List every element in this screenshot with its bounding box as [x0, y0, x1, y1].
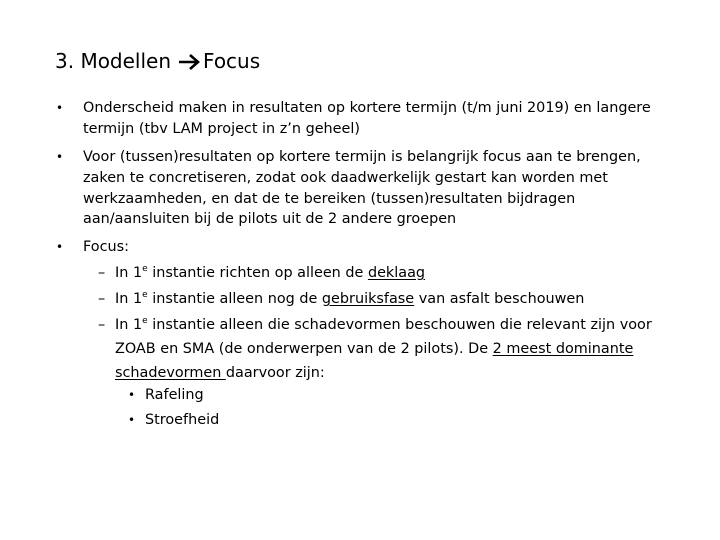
list-item-line: werkzaamheden, en dat de te bereiken (tussen)resultaten bijdragen: [83, 190, 576, 207]
underlined-term: gebruiksfase: [321, 291, 415, 307]
bullet-marker: •: [56, 101, 64, 115]
sub-list-item: [115, 287, 685, 311]
sub-sub-item: Rafeling: [145, 387, 204, 403]
list-item-line: aan/aansluiten bij de pilots uit de 2 andere groepen: [83, 211, 457, 228]
bullet-marker: •: [56, 240, 64, 254]
sub-list-item: [115, 313, 685, 385]
list-item: [83, 237, 683, 258]
title-suffix: Focus: [203, 49, 261, 73]
page-title: [55, 47, 260, 78]
title-prefix: 3. Modellen: [55, 49, 172, 73]
sub-text: van asfalt beschouwen: [414, 291, 585, 307]
bullet-marker: •: [128, 388, 136, 402]
sub-text: In 1: [115, 265, 143, 281]
list-item-line: Voor (tussen)resultaten op kortere termijn is belangrijk focus aan te brengen,: [83, 149, 641, 165]
sub-text: In 1: [115, 317, 143, 333]
underlined-term: schadevormen: [115, 365, 226, 381]
dash-marker: –: [98, 317, 106, 333]
sub-text: instantie alleen nog de: [147, 291, 322, 307]
sub-text: instantie richten op alleen de: [147, 265, 368, 281]
list-item-line: Focus:: [83, 239, 129, 255]
sub-text: ZOAB en SMA (de onderwerpen van de 2 pilots). De: [115, 341, 493, 357]
sub-list-item: [115, 261, 685, 285]
dash-marker: –: [98, 265, 106, 281]
superscript: e: [142, 290, 148, 301]
list-item: [83, 98, 683, 140]
sub-text: daarvoor zijn:: [225, 365, 325, 381]
sub-text: In 1: [115, 291, 143, 307]
bullet-marker: •: [56, 150, 64, 164]
superscript: e: [142, 264, 148, 275]
right-arrow-icon: [177, 50, 201, 78]
list-item: [83, 147, 683, 230]
sub-sub-item: Stroefheid: [145, 412, 220, 428]
underlined-term: 2 meest dominante: [492, 341, 634, 357]
list-item-line: termijn (tbv LAM project in z’n geheel): [83, 120, 360, 137]
list-item-line: Onderscheid maken in resultaten op kortere termijn (t/m juni 2019) en langere: [83, 100, 651, 116]
dash-marker: –: [98, 291, 106, 307]
superscript: e: [142, 316, 148, 327]
underlined-term: deklaag: [367, 265, 426, 281]
list-item-line: zaken te concretiseren, zodat ook daadwerkelijk gestart kan worden met: [83, 169, 608, 186]
bullet-marker: •: [128, 413, 136, 427]
sub-text: instantie alleen die schadevormen beschouwen die relevant zijn voor: [147, 317, 652, 333]
